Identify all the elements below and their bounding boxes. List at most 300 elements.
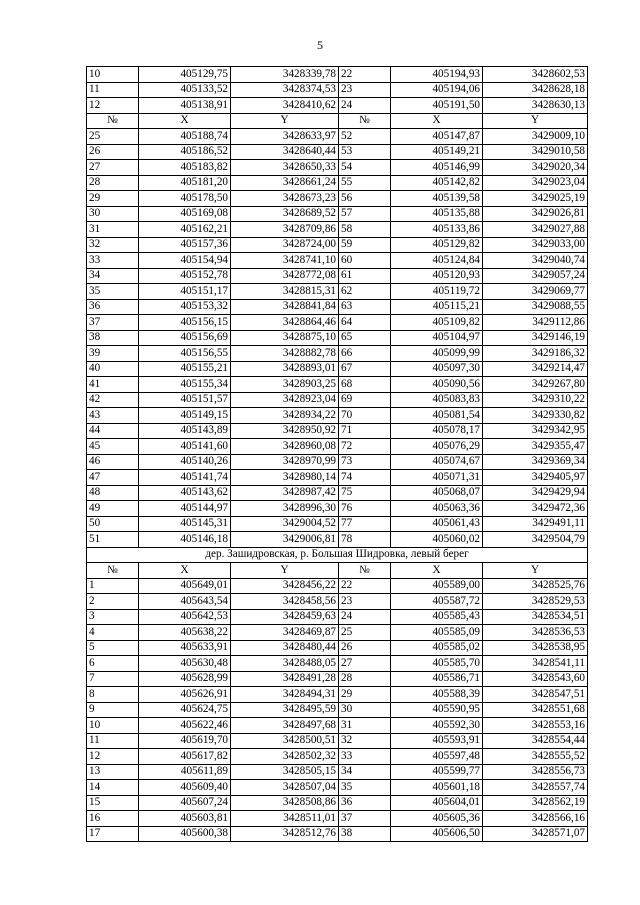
y-coordinate-cell: 3428507,04	[231, 780, 339, 796]
table-row	[87, 485, 588, 501]
x-coordinate-cell: 405060,02	[391, 532, 483, 548]
y-coordinate-cell: 3428494,31	[231, 687, 339, 703]
x-coordinate-cell: 405155,21	[139, 361, 231, 377]
x-coordinate-cell: 405194,93	[391, 67, 483, 83]
x-coordinate-cell: 405604,01	[391, 795, 483, 811]
point-number-cell: 16	[87, 811, 139, 827]
section-title: дер. Зашидровская, р. Большая Шидровка, левый берег	[87, 547, 588, 563]
y-coordinate-cell: 3429023,04	[483, 175, 588, 191]
y-coordinate-cell: 3428630,13	[483, 98, 588, 114]
x-coordinate-cell: 405139,58	[391, 191, 483, 207]
y-coordinate-cell: 3429504,79	[483, 532, 588, 548]
point-number-cell: 46	[87, 454, 139, 470]
y-coordinate-cell: 3429027,88	[483, 222, 588, 238]
x-coordinate-cell: 405147,87	[391, 129, 483, 145]
y-coordinate-cell: 3429491,11	[483, 516, 588, 532]
x-coordinate-cell: 405599,77	[391, 764, 483, 780]
y-coordinate-cell: 3428571,07	[483, 826, 588, 842]
x-coordinate-cell: 405617,82	[139, 749, 231, 765]
point-number-cell: 26	[87, 144, 139, 160]
point-number-cell: 77	[339, 516, 391, 532]
x-coordinate-cell: 405609,40	[139, 780, 231, 796]
point-number-cell: 27	[339, 656, 391, 672]
point-number-cell: 45	[87, 439, 139, 455]
point-number-cell: 6	[87, 656, 139, 672]
x-coordinate-cell: 405099,99	[391, 346, 483, 362]
point-number-cell: 38	[87, 330, 139, 346]
x-coordinate-cell: 405607,24	[139, 795, 231, 811]
y-coordinate-cell: 3428960,08	[231, 439, 339, 455]
point-number-cell: 31	[87, 222, 139, 238]
x-coordinate-cell: 405071,31	[391, 470, 483, 486]
point-number-cell: 40	[87, 361, 139, 377]
y-coordinate-cell: 3428502,32	[231, 749, 339, 765]
y-coordinate-cell: 3428661,24	[231, 175, 339, 191]
y-coordinate-cell: 3428555,52	[483, 749, 588, 765]
x-coordinate-cell: 405154,94	[139, 253, 231, 269]
y-coordinate-cell: 3428996,30	[231, 501, 339, 517]
y-coordinate-cell: 3429355,47	[483, 439, 588, 455]
x-coordinate-cell: 405590,95	[391, 702, 483, 718]
x-coordinate-cell: 405628,99	[139, 671, 231, 687]
x-coordinate-cell: 405194,06	[391, 82, 483, 98]
point-number-cell: 4	[87, 625, 139, 641]
point-number-cell: 35	[87, 284, 139, 300]
x-coordinate-cell: 405061,43	[391, 516, 483, 532]
column-header-y: Y	[231, 113, 339, 129]
table-row	[87, 578, 588, 594]
y-coordinate-cell: 3428505,15	[231, 764, 339, 780]
point-number-cell: 28	[339, 671, 391, 687]
x-coordinate-cell: 405133,86	[391, 222, 483, 238]
x-coordinate-cell: 405585,43	[391, 609, 483, 625]
y-coordinate-cell: 3429267,80	[483, 377, 588, 393]
y-coordinate-cell: 3428689,52	[231, 206, 339, 222]
y-coordinate-cell: 3428893,01	[231, 361, 339, 377]
point-number-cell: 62	[339, 284, 391, 300]
table-row	[87, 749, 588, 765]
point-number-cell: 14	[87, 780, 139, 796]
point-number-cell: 36	[87, 299, 139, 315]
y-coordinate-cell: 3428633,97	[231, 129, 339, 145]
y-coordinate-cell: 3428459,63	[231, 609, 339, 625]
point-number-cell: 37	[87, 315, 139, 331]
point-number-cell: 29	[87, 191, 139, 207]
table-row	[87, 733, 588, 749]
x-coordinate-cell: 405143,89	[139, 423, 231, 439]
point-number-cell: 24	[339, 98, 391, 114]
x-coordinate-cell: 405142,82	[391, 175, 483, 191]
x-coordinate-cell: 405153,32	[139, 299, 231, 315]
y-coordinate-cell: 3429025,19	[483, 191, 588, 207]
x-coordinate-cell: 405133,52	[139, 82, 231, 98]
point-number-cell: 34	[87, 268, 139, 284]
point-number-cell: 48	[87, 485, 139, 501]
x-coordinate-cell: 405104,97	[391, 330, 483, 346]
point-number-cell: 78	[339, 532, 391, 548]
y-coordinate-cell: 3428970,99	[231, 454, 339, 470]
y-coordinate-cell: 3429088,55	[483, 299, 588, 315]
point-number-cell: 23	[339, 82, 391, 98]
y-coordinate-cell: 3429472,36	[483, 501, 588, 517]
point-number-cell: 30	[87, 206, 139, 222]
table-row	[87, 423, 588, 439]
y-coordinate-cell: 3428497,68	[231, 718, 339, 734]
table-row	[87, 206, 588, 222]
y-coordinate-cell: 3429214,47	[483, 361, 588, 377]
x-coordinate-cell: 405120,93	[391, 268, 483, 284]
x-coordinate-cell: 405601,18	[391, 780, 483, 796]
y-coordinate-cell: 3428566,16	[483, 811, 588, 827]
column-header-num: №	[339, 563, 391, 579]
table-row	[87, 702, 588, 718]
x-coordinate-cell: 405603,81	[139, 811, 231, 827]
y-coordinate-cell: 3428410,62	[231, 98, 339, 114]
x-coordinate-cell: 405626,91	[139, 687, 231, 703]
point-number-cell: 66	[339, 346, 391, 362]
page-number: 5	[317, 38, 323, 52]
table-row	[87, 191, 588, 207]
x-coordinate-cell: 405138,91	[139, 98, 231, 114]
y-coordinate-cell: 3428923,04	[231, 392, 339, 408]
x-coordinate-cell: 405149,15	[139, 408, 231, 424]
x-coordinate-cell: 405152,78	[139, 268, 231, 284]
point-number-cell: 15	[87, 795, 139, 811]
point-number-cell: 32	[339, 733, 391, 749]
point-number-cell: 8	[87, 687, 139, 703]
point-number-cell: 10	[87, 718, 139, 734]
point-number-cell: 61	[339, 268, 391, 284]
table-row	[87, 392, 588, 408]
x-coordinate-cell: 405097,30	[391, 361, 483, 377]
x-coordinate-cell: 405083,83	[391, 392, 483, 408]
point-number-cell: 29	[339, 687, 391, 703]
y-coordinate-cell: 3428557,74	[483, 780, 588, 796]
section-title-row	[87, 547, 588, 563]
point-number-cell: 69	[339, 392, 391, 408]
column-header-num: №	[87, 113, 139, 129]
y-coordinate-cell: 3429010,58	[483, 144, 588, 160]
point-number-cell: 10	[87, 67, 139, 83]
point-number-cell: 9	[87, 702, 139, 718]
point-number-cell: 7	[87, 671, 139, 687]
table-row	[87, 253, 588, 269]
x-coordinate-cell: 405643,54	[139, 594, 231, 610]
table-row	[87, 315, 588, 331]
x-coordinate-cell: 405585,70	[391, 656, 483, 672]
y-coordinate-cell: 3428987,42	[231, 485, 339, 501]
point-number-cell: 2	[87, 594, 139, 610]
point-number-cell: 44	[87, 423, 139, 439]
point-number-cell: 50	[87, 516, 139, 532]
point-number-cell: 24	[339, 609, 391, 625]
y-coordinate-cell: 3428650,33	[231, 160, 339, 176]
y-coordinate-cell: 3428456,22	[231, 578, 339, 594]
point-number-cell: 54	[339, 160, 391, 176]
x-coordinate-cell: 405081,54	[391, 408, 483, 424]
coordinates-table	[86, 66, 588, 842]
point-number-cell: 34	[339, 764, 391, 780]
point-number-cell: 51	[87, 532, 139, 548]
point-number-cell: 55	[339, 175, 391, 191]
x-coordinate-cell: 405592,30	[391, 718, 483, 734]
y-coordinate-cell: 3429342,95	[483, 423, 588, 439]
table-row	[87, 129, 588, 145]
point-number-cell: 32	[87, 237, 139, 253]
y-coordinate-cell: 3428724,00	[231, 237, 339, 253]
table-row	[87, 237, 588, 253]
x-coordinate-cell: 405149,21	[391, 144, 483, 160]
table-row	[87, 175, 588, 191]
point-number-cell: 25	[87, 129, 139, 145]
y-coordinate-cell: 3428864,46	[231, 315, 339, 331]
x-coordinate-cell: 405146,18	[139, 532, 231, 548]
y-coordinate-cell: 3428508,86	[231, 795, 339, 811]
x-coordinate-cell: 405109,82	[391, 315, 483, 331]
point-number-cell: 38	[339, 826, 391, 842]
y-coordinate-cell: 3428374,53	[231, 82, 339, 98]
table-row	[87, 454, 588, 470]
x-coordinate-cell: 405124,84	[391, 253, 483, 269]
point-number-cell: 63	[339, 299, 391, 315]
y-coordinate-cell: 3429069,77	[483, 284, 588, 300]
x-coordinate-cell: 405141,60	[139, 439, 231, 455]
y-coordinate-cell: 3428903,25	[231, 377, 339, 393]
y-coordinate-cell: 3429186,32	[483, 346, 588, 362]
y-coordinate-cell: 3429009,10	[483, 129, 588, 145]
y-coordinate-cell: 3429026,81	[483, 206, 588, 222]
x-coordinate-cell: 405156,15	[139, 315, 231, 331]
y-coordinate-cell: 3428673,23	[231, 191, 339, 207]
column-header-x: X	[391, 113, 483, 129]
x-coordinate-cell: 405090,56	[391, 377, 483, 393]
y-coordinate-cell: 3428480,44	[231, 640, 339, 656]
table-row	[87, 625, 588, 641]
y-coordinate-cell: 3428553,16	[483, 718, 588, 734]
x-coordinate-cell: 405619,70	[139, 733, 231, 749]
x-coordinate-cell: 405597,48	[391, 749, 483, 765]
point-number-cell: 39	[87, 346, 139, 362]
point-number-cell: 5	[87, 640, 139, 656]
y-coordinate-cell: 3429405,97	[483, 470, 588, 486]
point-number-cell: 12	[87, 98, 139, 114]
y-coordinate-cell: 3428602,53	[483, 67, 588, 83]
header-row	[87, 563, 588, 579]
y-coordinate-cell: 3429040,74	[483, 253, 588, 269]
point-number-cell: 11	[87, 82, 139, 98]
point-number-cell: 60	[339, 253, 391, 269]
x-coordinate-cell: 405186,52	[139, 144, 231, 160]
point-number-cell: 22	[339, 67, 391, 83]
table-row	[87, 516, 588, 532]
table-row	[87, 687, 588, 703]
point-number-cell: 74	[339, 470, 391, 486]
x-coordinate-cell: 405606,50	[391, 826, 483, 842]
table-row	[87, 377, 588, 393]
table-row	[87, 439, 588, 455]
y-coordinate-cell: 3428543,60	[483, 671, 588, 687]
x-coordinate-cell: 405191,50	[391, 98, 483, 114]
x-coordinate-cell: 405068,07	[391, 485, 483, 501]
x-coordinate-cell: 405622,46	[139, 718, 231, 734]
y-coordinate-cell: 3428491,28	[231, 671, 339, 687]
x-coordinate-cell: 405076,29	[391, 439, 483, 455]
table-row	[87, 532, 588, 548]
x-coordinate-cell: 405188,74	[139, 129, 231, 145]
table-row	[87, 98, 588, 114]
point-number-cell: 35	[339, 780, 391, 796]
y-coordinate-cell: 3428488,05	[231, 656, 339, 672]
point-number-cell: 56	[339, 191, 391, 207]
column-header-x: X	[139, 113, 231, 129]
y-coordinate-cell: 3428562,19	[483, 795, 588, 811]
y-coordinate-cell: 3429146,19	[483, 330, 588, 346]
table-row	[87, 594, 588, 610]
point-number-cell: 68	[339, 377, 391, 393]
point-number-cell: 70	[339, 408, 391, 424]
y-coordinate-cell: 3428709,86	[231, 222, 339, 238]
y-coordinate-cell: 3428511,01	[231, 811, 339, 827]
point-number-cell: 25	[339, 625, 391, 641]
x-coordinate-cell: 405181,20	[139, 175, 231, 191]
y-coordinate-cell: 3428882,78	[231, 346, 339, 362]
point-number-cell: 3	[87, 609, 139, 625]
table-row	[87, 671, 588, 687]
x-coordinate-cell: 405183,82	[139, 160, 231, 176]
y-coordinate-cell: 3428934,22	[231, 408, 339, 424]
x-coordinate-cell: 405119,72	[391, 284, 483, 300]
y-coordinate-cell: 3428512,76	[231, 826, 339, 842]
x-coordinate-cell: 405156,55	[139, 346, 231, 362]
table-row	[87, 222, 588, 238]
y-coordinate-cell: 3428538,95	[483, 640, 588, 656]
table-row	[87, 764, 588, 780]
column-header-x: X	[139, 563, 231, 579]
y-coordinate-cell: 3429004,52	[231, 516, 339, 532]
x-coordinate-cell: 405151,57	[139, 392, 231, 408]
y-coordinate-cell: 3428339,78	[231, 67, 339, 83]
x-coordinate-cell: 405157,36	[139, 237, 231, 253]
column-header-y: Y	[483, 113, 588, 129]
y-coordinate-cell: 3428534,51	[483, 609, 588, 625]
table-row	[87, 268, 588, 284]
table-row	[87, 718, 588, 734]
y-coordinate-cell: 3428980,14	[231, 470, 339, 486]
x-coordinate-cell: 405169,08	[139, 206, 231, 222]
table-row	[87, 299, 588, 315]
y-coordinate-cell: 3428541,11	[483, 656, 588, 672]
table-row	[87, 656, 588, 672]
column-header-y: Y	[231, 563, 339, 579]
table-row	[87, 330, 588, 346]
x-coordinate-cell: 405611,89	[139, 764, 231, 780]
point-number-cell: 52	[339, 129, 391, 145]
table-row	[87, 144, 588, 160]
y-coordinate-cell: 3429006,81	[231, 532, 339, 548]
x-coordinate-cell: 405593,91	[391, 733, 483, 749]
x-coordinate-cell: 405649,01	[139, 578, 231, 594]
point-number-cell: 47	[87, 470, 139, 486]
point-number-cell: 13	[87, 764, 139, 780]
y-coordinate-cell: 3428525,76	[483, 578, 588, 594]
y-coordinate-cell: 3428529,53	[483, 594, 588, 610]
point-number-cell: 33	[87, 253, 139, 269]
point-number-cell: 64	[339, 315, 391, 331]
column-header-y: Y	[483, 563, 588, 579]
table-row	[87, 361, 588, 377]
point-number-cell: 43	[87, 408, 139, 424]
x-coordinate-cell: 405588,39	[391, 687, 483, 703]
point-number-cell: 67	[339, 361, 391, 377]
x-coordinate-cell: 405162,21	[139, 222, 231, 238]
y-coordinate-cell: 3428640,44	[231, 144, 339, 160]
point-number-cell: 30	[339, 702, 391, 718]
x-coordinate-cell: 405074,67	[391, 454, 483, 470]
y-coordinate-cell: 3428875,10	[231, 330, 339, 346]
x-coordinate-cell: 405129,82	[391, 237, 483, 253]
point-number-cell: 17	[87, 826, 139, 842]
y-coordinate-cell: 3428458,56	[231, 594, 339, 610]
header-row	[87, 113, 588, 129]
column-header-x: X	[391, 563, 483, 579]
point-number-cell: 26	[339, 640, 391, 656]
x-coordinate-cell: 405151,17	[139, 284, 231, 300]
x-coordinate-cell: 405155,34	[139, 377, 231, 393]
x-coordinate-cell: 405600,38	[139, 826, 231, 842]
table-row	[87, 826, 588, 842]
y-coordinate-cell: 3428500,51	[231, 733, 339, 749]
x-coordinate-cell: 405156,69	[139, 330, 231, 346]
point-number-cell: 36	[339, 795, 391, 811]
x-coordinate-cell: 405063,36	[391, 501, 483, 517]
x-coordinate-cell: 405141,74	[139, 470, 231, 486]
x-coordinate-cell: 405586,71	[391, 671, 483, 687]
x-coordinate-cell: 405140,26	[139, 454, 231, 470]
x-coordinate-cell: 405178,50	[139, 191, 231, 207]
y-coordinate-cell: 3428741,10	[231, 253, 339, 269]
table-row	[87, 82, 588, 98]
y-coordinate-cell: 3428469,87	[231, 625, 339, 641]
x-coordinate-cell: 405585,09	[391, 625, 483, 641]
y-coordinate-cell: 3428547,51	[483, 687, 588, 703]
y-coordinate-cell: 3429369,34	[483, 454, 588, 470]
point-number-cell: 57	[339, 206, 391, 222]
x-coordinate-cell: 405638,22	[139, 625, 231, 641]
y-coordinate-cell: 3428841,84	[231, 299, 339, 315]
point-number-cell: 28	[87, 175, 139, 191]
point-number-cell: 12	[87, 749, 139, 765]
y-coordinate-cell: 3429033,00	[483, 237, 588, 253]
x-coordinate-cell: 405145,31	[139, 516, 231, 532]
table-row	[87, 470, 588, 486]
y-coordinate-cell: 3428815,31	[231, 284, 339, 300]
point-number-cell: 42	[87, 392, 139, 408]
point-number-cell: 75	[339, 485, 391, 501]
y-coordinate-cell: 3428772,08	[231, 268, 339, 284]
point-number-cell: 59	[339, 237, 391, 253]
y-coordinate-cell: 3428554,44	[483, 733, 588, 749]
y-coordinate-cell: 3429429,94	[483, 485, 588, 501]
point-number-cell: 31	[339, 718, 391, 734]
y-coordinate-cell: 3429057,24	[483, 268, 588, 284]
x-coordinate-cell: 405115,21	[391, 299, 483, 315]
table-row	[87, 640, 588, 656]
x-coordinate-cell: 405630,48	[139, 656, 231, 672]
point-number-cell: 23	[339, 594, 391, 610]
table-row	[87, 780, 588, 796]
point-number-cell: 22	[339, 578, 391, 594]
point-number-cell: 73	[339, 454, 391, 470]
